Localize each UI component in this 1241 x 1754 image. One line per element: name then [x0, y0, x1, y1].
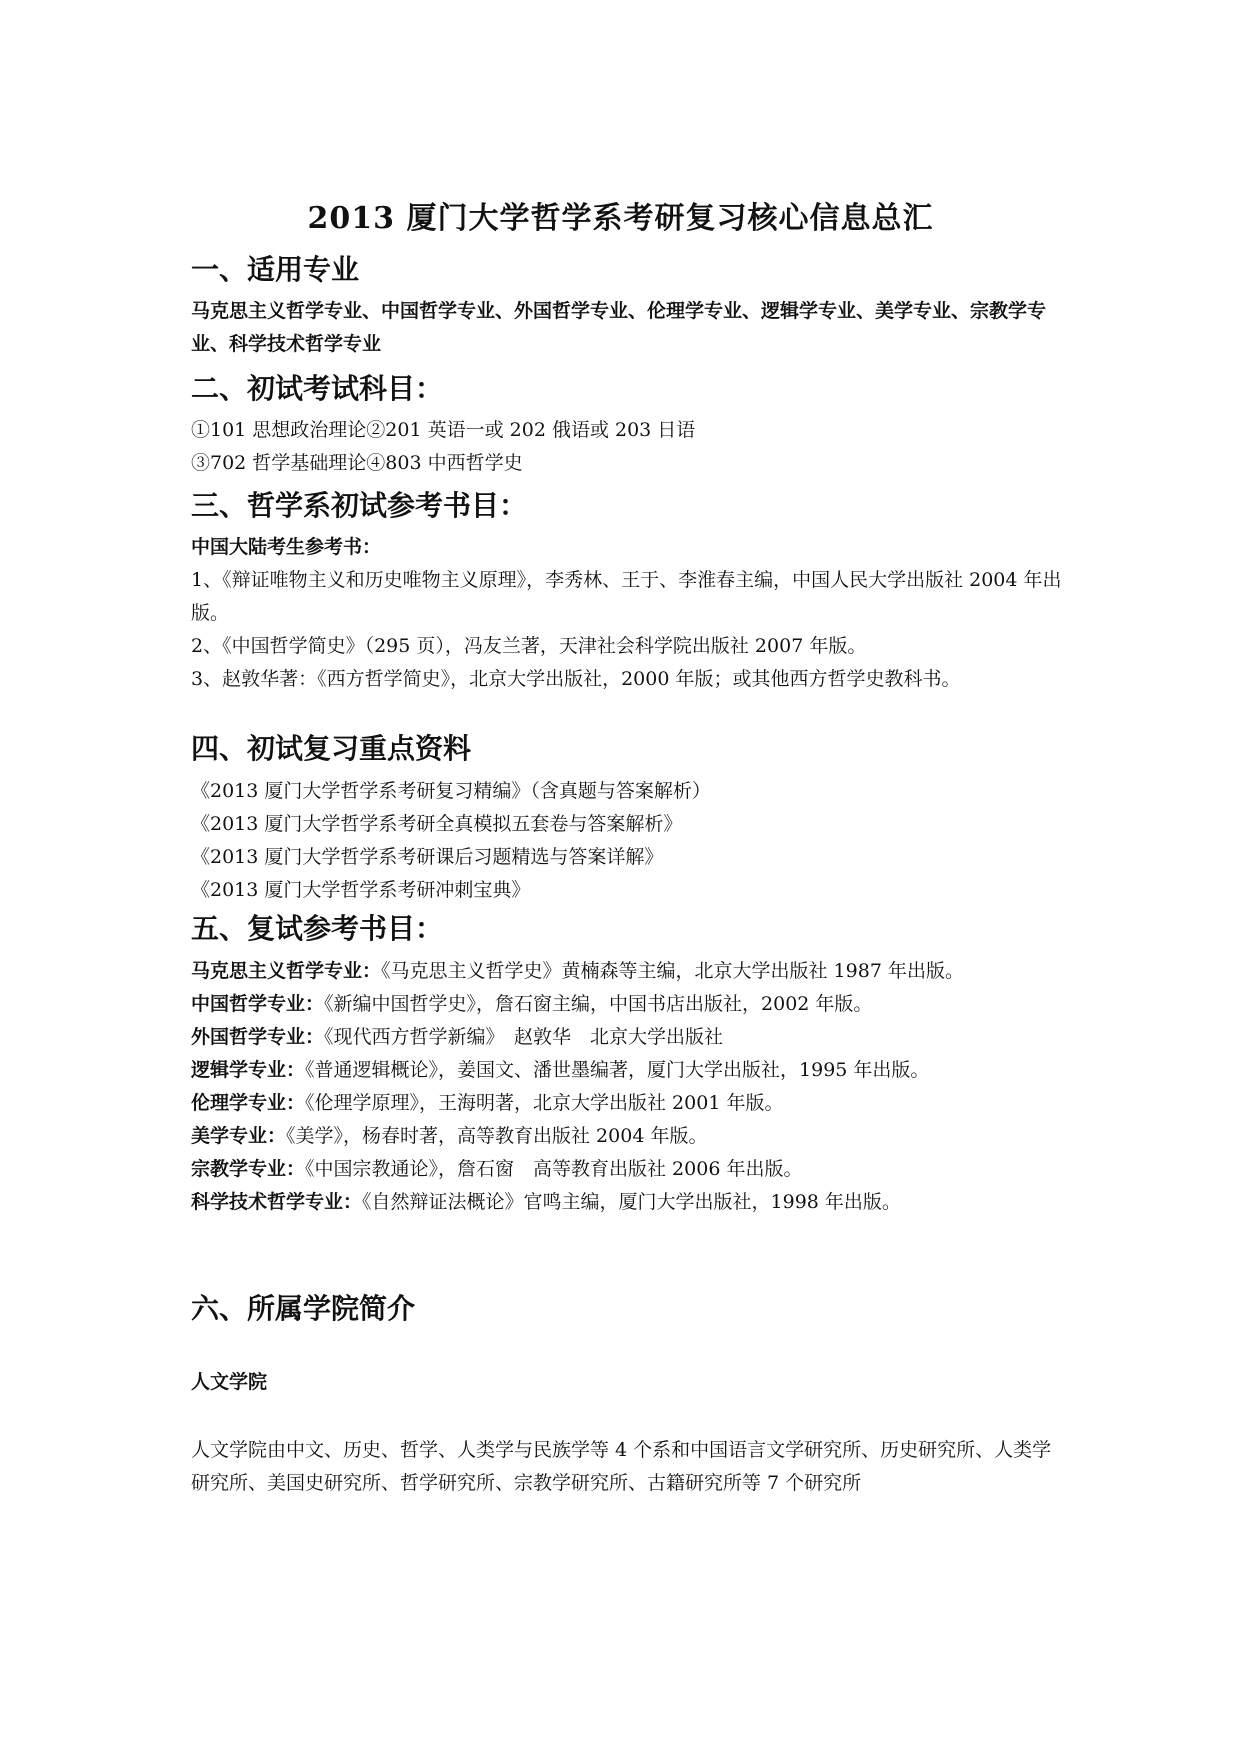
applicable-majors-text: 马克思主义哲学专业、中国哲学专业、外国哲学专业、伦理学专业、逻辑学专业、美学专业、宗教学专业、科学技术哲学专业: [191, 300, 1047, 355]
college-intro-text: 人文学院由中文、历史、哲学、人类学与民族学等 4 个系和中国语言文学研究所、历史研究所、人类学研究所、美国史研究所、哲学研究所、宗教学研究所、古籍研究所等 7 个研究所: [191, 1439, 1052, 1494]
retest-major-label: 中国哲学专业：: [191, 993, 325, 1015]
review-material-item: 《2013 厦门大学哲学系考研课后习题精选与答案详解》: [191, 846, 664, 868]
section-heading-exam-subjects: 二、初试考试科目：: [191, 372, 444, 405]
retest-book-text: 《现代西方哲学新编》 赵敦华 北京大学出版社: [324, 1026, 724, 1048]
retest-major-label: 逻辑学专业：: [191, 1059, 306, 1081]
mainland-reference-subheading: 中国大陆考生参考书：: [191, 536, 382, 558]
retest-book-text: 《美学》，杨春时著，高等教育出版社 2004 年版。: [286, 1125, 708, 1147]
section-heading-reference-books: 三、哲学系初试参考书目：: [191, 489, 528, 522]
retest-major-label: 马克思主义哲学专业：: [191, 960, 382, 982]
section-heading-retest-books: 五、复试参考书目：: [191, 912, 444, 945]
reference-book-item: 1、《辩证唯物主义和历史唯物主义原理》，李秀林、王于、李淮春主编，中国人民大学出版社 2004 年出版。: [191, 569, 1062, 624]
retest-book-item: [191, 955, 1071, 988]
retest-book-item: [191, 1120, 1071, 1153]
retest-book-item: [191, 1186, 1071, 1219]
retest-book-text: 《伦理学原理》，王海明著，北京大学出版社 2001 年版。: [305, 1092, 784, 1114]
review-material-item: 《2013 厦门大学哲学系考研全真模拟五套卷与答案解析》: [191, 813, 683, 835]
retest-book-item: [191, 1054, 1071, 1087]
exam-subjects-line-2: ③702 哲学基础理论④803 中西哲学史: [191, 452, 523, 474]
section-heading-college-intro: 六、所属学院简介: [191, 1292, 416, 1325]
retest-major-label: 外国哲学专业：: [191, 1026, 325, 1048]
retest-major-label: 美学专业：: [191, 1125, 287, 1147]
retest-book-text: 《普通逻辑概论》，姜国文、潘世墨编著，厦门大学出版社，1995 年出版。: [305, 1059, 930, 1081]
review-material-item: 《2013 厦门大学哲学系考研复习精编》（含真题与答案解析）: [191, 780, 711, 802]
retest-major-label: 伦理学专业：: [191, 1092, 306, 1114]
retest-book-text: 《马克思主义哲学史》黄楠森等主编，北京大学出版社 1987 年出版。: [381, 960, 964, 982]
retest-book-item: [191, 988, 1071, 1021]
retest-book-item: [191, 1021, 1071, 1054]
reference-book-item: 3、赵敦华著：《西方哲学简史》，北京大学出版社，2000 年版；或其他西方哲学史教科书。: [191, 668, 961, 690]
retest-major-label: 科学技术哲学专业：: [191, 1191, 363, 1213]
exam-subjects-line-1: ①101 思想政治理论②201 英语一或 202 俄语或 203 日语: [191, 419, 696, 441]
retest-book-text: 《中国宗教通论》，詹石窗 高等教育出版社 2006 年出版。: [305, 1158, 803, 1180]
retest-book-text: 《新编中国哲学史》，詹石窗主编，中国书店出版社，2002 年版。: [324, 993, 873, 1015]
review-material-item: 《2013 厦门大学哲学系考研冲刺宝典》: [191, 879, 531, 901]
retest-major-label: 宗教学专业：: [191, 1158, 306, 1180]
section-heading-applicable-majors: 一、适用专业: [191, 253, 360, 286]
document-title: 2013 厦门大学哲学系考研复习核心信息总汇: [307, 201, 934, 236]
retest-book-text: 《自然辩证法概论》官鸣主编，厦门大学出版社，1998 年出版。: [362, 1191, 901, 1213]
retest-book-item: [191, 1087, 1071, 1120]
section-heading-review-materials: 四、初试复习重点资料: [191, 732, 472, 765]
reference-book-item: 2、《中国哲学简史》（295 页），冯友兰著，天津社会科学院出版社 2007 年版。: [191, 635, 867, 657]
college-name-subheading: 人文学院: [191, 1371, 268, 1393]
retest-book-item: [191, 1153, 1071, 1186]
